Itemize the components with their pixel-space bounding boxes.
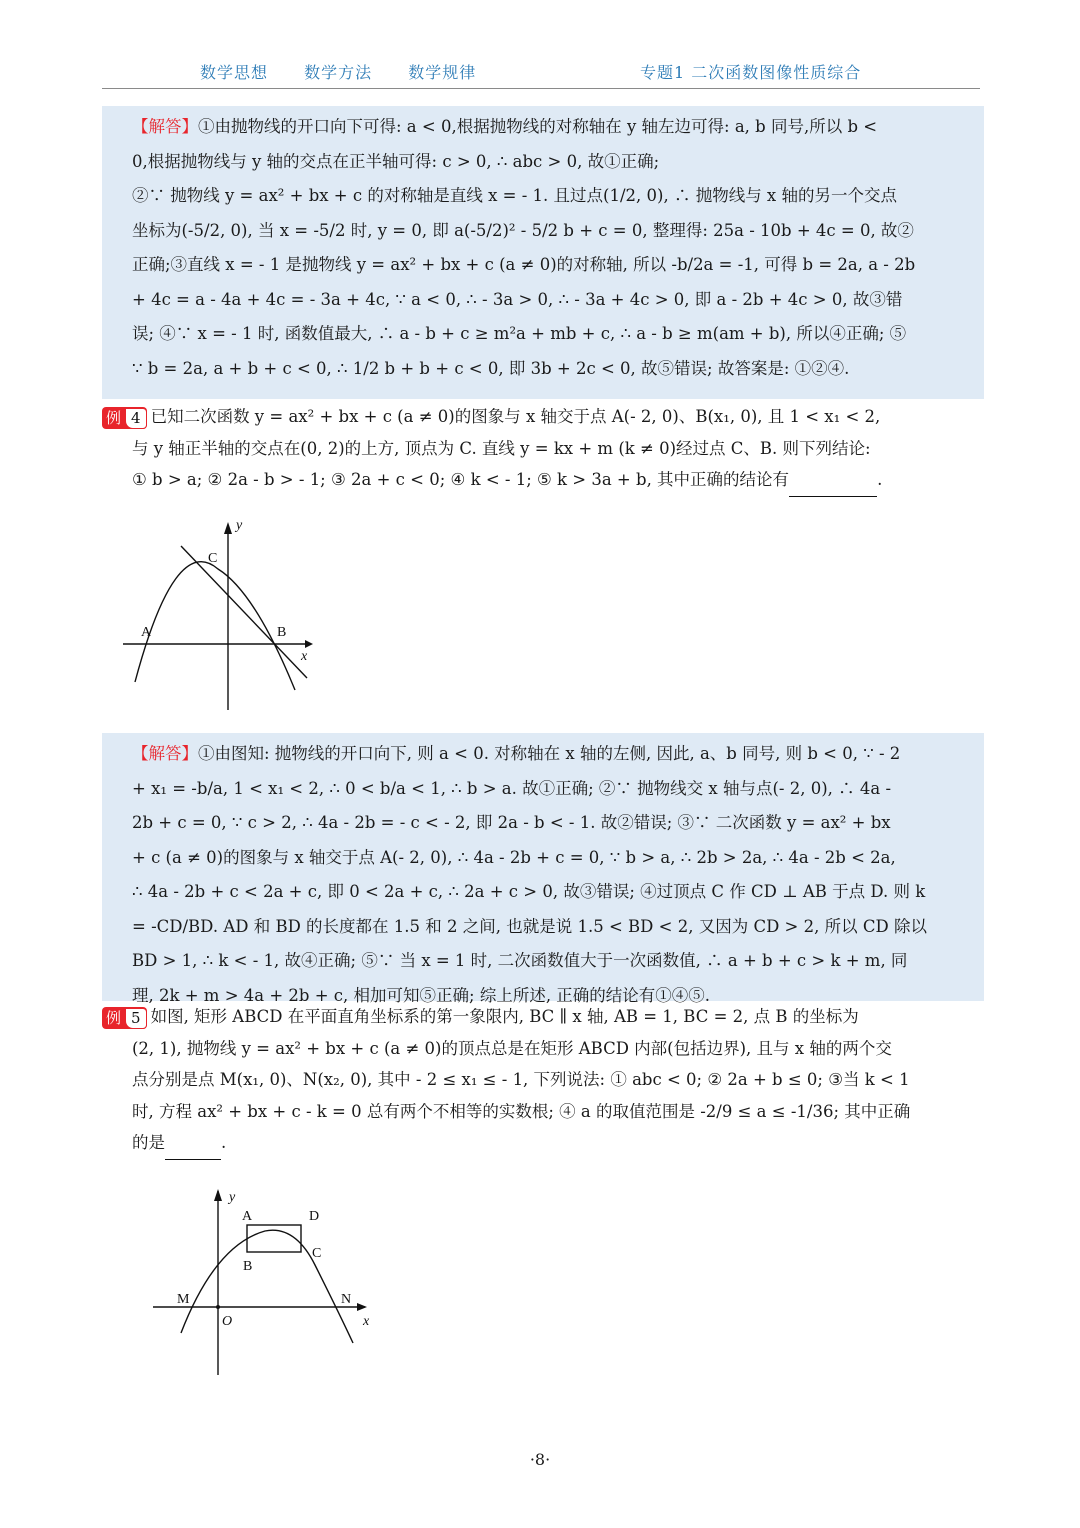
example-line: 点分别是点 M(x₁, 0)、N(x₂, 0), 其中 - 2 ≤ x₁ ≤ - 1, 下列说法: ① abc < 0; ② 2a + b ≤ 0; ③当 k < 1 <box>132 1070 910 1089</box>
label-b: B <box>277 625 287 640</box>
rectangle-abcd <box>247 1225 301 1252</box>
example-line: 与 y 轴正半轴的交点在(0, 2)的上方, 顶点为 C. 直线 y = kx + m (k ≠ 0)经过点 C、B. 则下列结论: <box>132 438 871 458</box>
solution-line: + x₁ = -b/a, 1 < x₁ < 2, ∴ 0 < b/a < 1, ∴ b > a. 故①正确; ②∵ 抛物线交 x 轴与点(- 2, 0), ∴ 4a - <box>132 778 892 798</box>
solution-line: 2b + c = 0, ∵ c > 2, ∴ 4a - 2b = - c < - 2, 即 2a - b < - 1. 故②错误; ③∵ 二次函数 y = ax² + bx <box>132 813 891 832</box>
solution-tag: 【解答】 <box>132 117 198 136</box>
label-origin: O <box>222 1314 233 1329</box>
x-axis-arrow-icon <box>357 1303 367 1311</box>
solution-line: + c (a ≠ 0)的图象与 x 轴交于点 A(- 2, 0), ∴ 4a - 2b + c = 0, ∵ b > a, ∴ 2b > 2a, ∴ 4a - 2b < 2a, <box>132 847 896 867</box>
example-number: 5 <box>125 1008 147 1029</box>
label-m: M <box>177 1292 190 1307</box>
example-line: 例 5 如图, 矩形 ABCD 在平面直角坐标系的第一象限内, BC ∥ x 轴, AB = 1, BC = 2, 点 B 的坐标为 <box>102 1001 984 1033</box>
page-number: ·8· <box>529 1450 551 1469</box>
line-cb <box>181 546 307 678</box>
label-a: A <box>141 625 152 640</box>
solution-block-3 <box>102 106 984 399</box>
label-d: D <box>309 1209 320 1224</box>
solution-line: 【解答】①由图知: 抛物线的开口向下, 则 a < 0. 对称轴在 x 轴的左侧, 因此, a、b 同号, 则 b < 0, ∵ - 2 <box>132 744 901 763</box>
solution-line: 坐标为(-5/2, 0), 当 x = -5/2 时, y = 0, 即 a(-5/2)² - 5/2 b + c = 0, 整理得: 25a - 10b + 4c = 0, 故② <box>132 220 914 240</box>
solution-line: ∵ b = 2a, a + b + c < 0, ∴ 1/2 b + b + c < 0, 即 3b + 2c < 0, 故⑤错误; 故答案是: ①②④. <box>132 358 850 378</box>
page-header <box>102 56 980 89</box>
y-axis-arrow-icon <box>224 522 232 534</box>
solution-line: + 4c = a - 4a + 4c = - 3a + 4c, ∵ a < 0, ∴ - 3a > 0, ∴ - 3a + 4c > 0, 即 a - 2b + 4c > 0, 故③错 <box>132 289 903 309</box>
solution-line: 正确;③直线 x = - 1 是抛物线 y = ax² + bx + c (a ≠ 0)的对称轴, 所以 -b/2a = -1, 可得 b = 2a, a - 2b <box>132 255 916 274</box>
label-c: C <box>312 1246 322 1261</box>
solution-tag: 【解答】 <box>132 744 198 763</box>
label-x: x <box>301 649 308 664</box>
x-axis-arrow-icon <box>305 640 313 648</box>
header-topic: 数学方法 <box>304 63 373 82</box>
solution-block-4 <box>102 733 984 1005</box>
y-axis-arrow-icon <box>214 1189 222 1201</box>
label-b: B <box>243 1259 253 1274</box>
solution-line: = -CD/BD. AD 和 BD 的长度都在 1.5 和 2 之间, 也就是说 1.5 < BD < 2, 又因为 CD > 2, 所以 CD 除以 <box>132 916 927 936</box>
example-badge: 例 5 <box>102 1007 147 1029</box>
example-line: (2, 1), 抛物线 y = ax² + bx + c (a ≠ 0)的顶点总是在矩形 ABCD 内部(包括边界), 且与 x 轴的两个交 <box>132 1038 892 1058</box>
solution-line: 【解答】①由抛物线的开口向下可得: a < 0,根据抛物线的对称轴在 y 轴左边可得: a, b 同号,所以 b < <box>132 117 878 136</box>
example-5 <box>102 1001 984 1160</box>
example-line: 的是 . <box>102 1127 984 1160</box>
header-topics <box>200 60 506 83</box>
header-topic: 数学规律 <box>408 63 477 82</box>
header-chapter-title: 专题1 二次函数图像性质综合 <box>640 63 862 82</box>
solution-line: ②∵ 抛物线 y = ax² + bx + c 的对称轴是直线 x = - 1. 且过点(1/2, 0), ∴ 抛物线与 x 轴的另一个交点 <box>132 186 897 205</box>
example-number: 4 <box>125 408 147 429</box>
parabola-curve <box>181 1230 353 1343</box>
label-a: A <box>242 1209 253 1224</box>
answer-blank[interactable] <box>789 464 877 497</box>
label-c: C <box>208 551 218 566</box>
header-topic: 数学思想 <box>200 63 269 82</box>
label-y: y <box>229 1190 236 1205</box>
example-badge: 例 4 <box>102 407 147 429</box>
solution-line: ∴ 4a - 2b + c < 2a + c, 即 0 < 2a + c, ∴ 2a + c > 0, 故③错误; ④过顶点 C 作 CD ⊥ AB 于点 D. 则 k <box>132 882 926 901</box>
figure-example-4 <box>115 512 320 712</box>
example-line: 例 4 已知二次函数 y = ax² + bx + c (a ≠ 0)的图象与 x 轴交于点 A(- 2, 0)、B(x₁, 0), 且 1 < x₁ < 2, <box>102 401 984 433</box>
solution-line: 理, 2k + m > 4a + 2b + c, 相加可知⑤正确; 综上所述, 正确的结论有①④⑤. <box>132 985 711 1005</box>
example-line: 时, 方程 ax² + bx + c - k = 0 总有两个不相等的实数根; ④ a 的取值范围是 -2/9 ≤ a ≤ -1/36; 其中正确 <box>132 1101 911 1121</box>
solution-line: BD > 1, ∴ k < - 1, 故④正确; ⑤∵ 当 x = 1 时, 二次函数值大于一次函数值, ∴ a + b + c > k + m, 同 <box>132 951 908 970</box>
label-y: y <box>236 518 243 533</box>
solution-line: 0,根据抛物线与 y 轴的交点在正半轴可得: c > 0, ∴ abc > 0, 故①正确; <box>132 151 660 171</box>
label-n: N <box>341 1292 352 1307</box>
answer-blank[interactable] <box>165 1127 221 1160</box>
origin-point <box>216 1305 220 1309</box>
solution-line: 误; ④∵ x = - 1 时, 函数值最大, ∴ a - b + c ≥ m²a + mb + c, ∴ a - b ≥ m(am + b), 所以④正确; ⑤ <box>132 324 907 343</box>
label-x: x <box>363 1314 370 1329</box>
figure-example-5 <box>145 1185 385 1380</box>
example-line: ① b > a; ② 2a - b > - 1; ③ 2a + c < 0; ④ k < - 1; ⑤ k > 3a + b, 其中正确的结论有 . <box>102 464 984 497</box>
example-4 <box>102 401 984 497</box>
